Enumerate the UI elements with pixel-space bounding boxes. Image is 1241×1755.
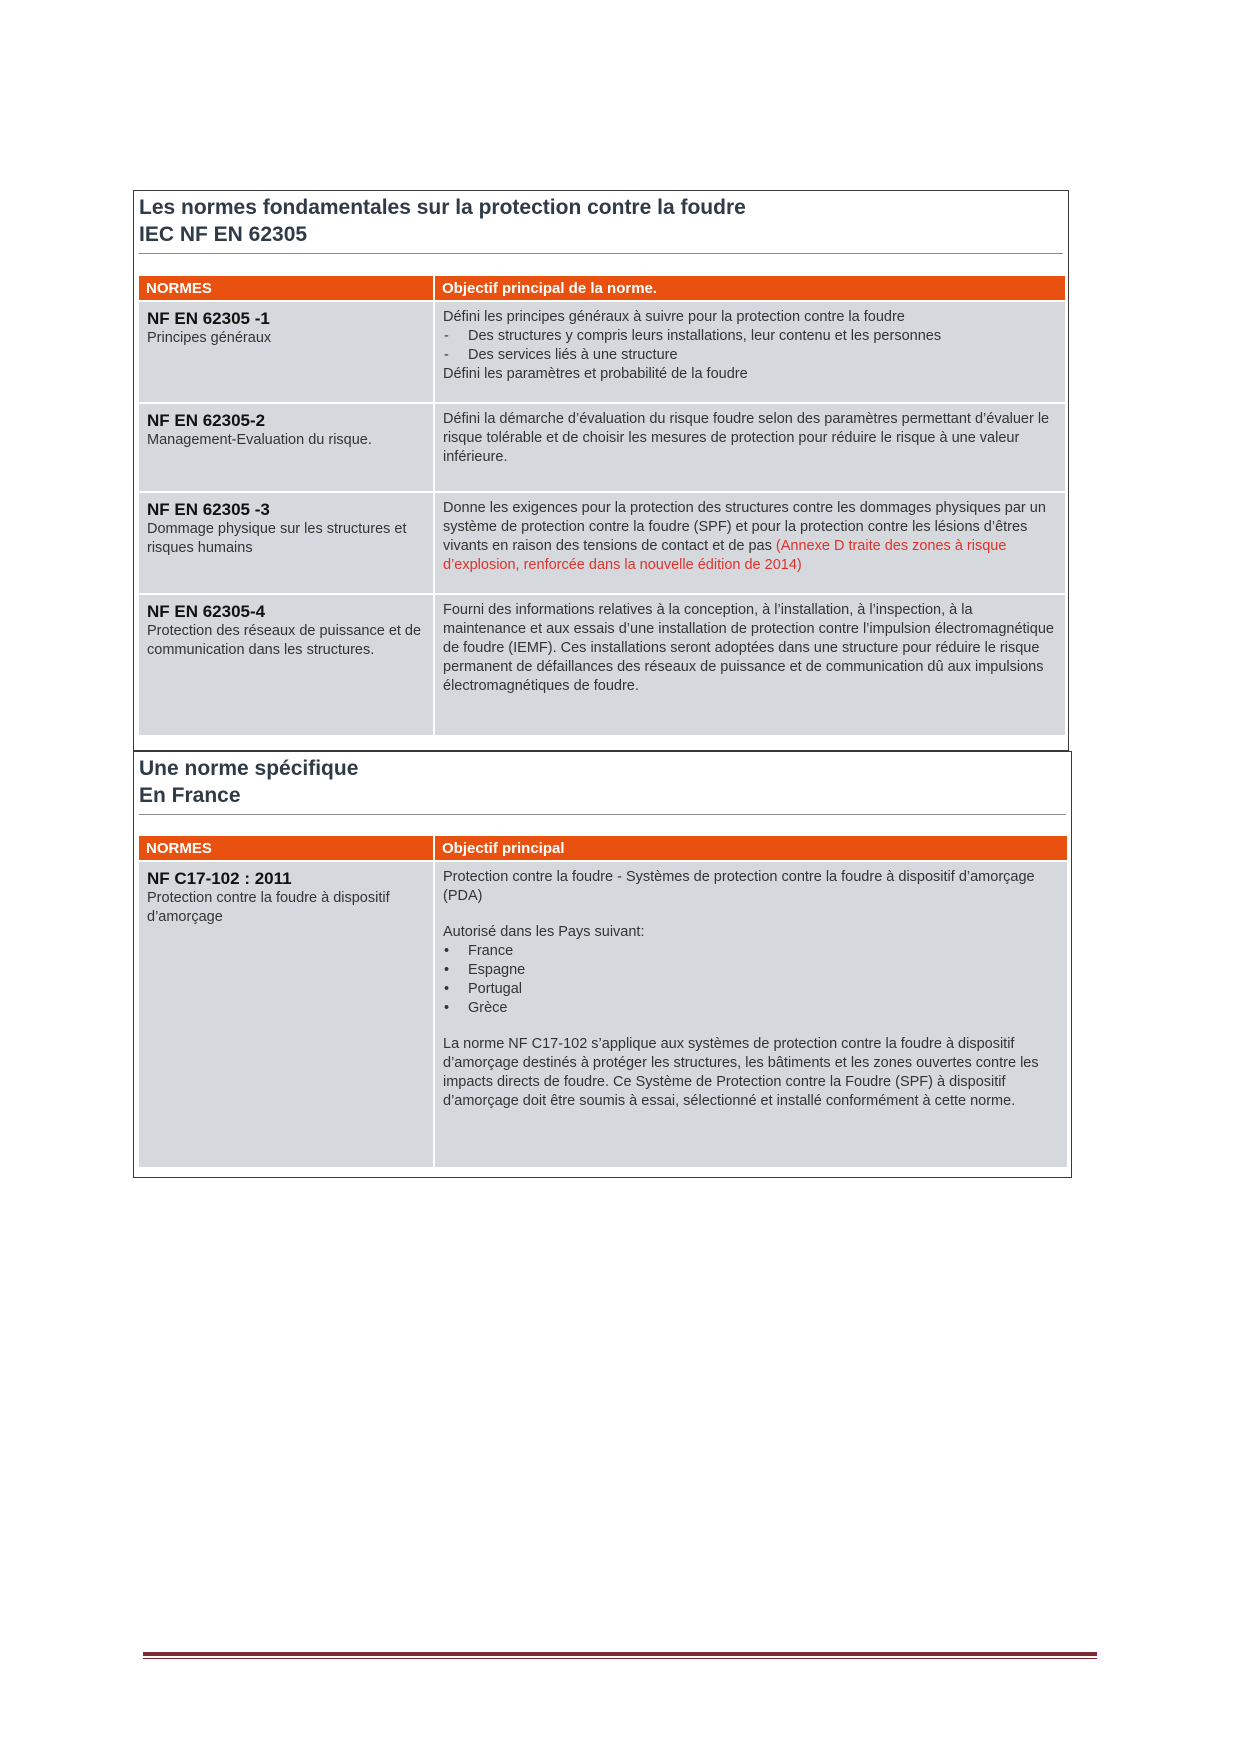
objective-cell	[435, 595, 1065, 735]
objective-text: Fourni des informations relatives à la conception, à l’installation, à l’inspection, à la maintenance et aux essais d’une installation de protection contre l’impulsion électromagnétique de foudre (IEMF). Ces installations seront adoptées dans une structure pour réduire le risque permanent de défaillances des réseaux de puissance et de communication dû aux impulsions électromagnétiques de foudre.	[443, 602, 1054, 694]
objective-cell	[435, 493, 1065, 593]
norm-cell	[139, 862, 433, 1167]
section-iec-divider	[139, 253, 1063, 254]
col-header-objective: Objectif principal	[435, 836, 1067, 860]
objective-paragraph: La norme NF C17-102 s’applique aux systèmes de protection contre la foudre à dispositif d’amorçage destinés à protéger les structures, les bâtiments et les zones ouvertes contre les impacts directs de foudre. Ce Système de Protection contre la Foudre (SPF) à dispositif d’amorçage doit être soumis à essai, sélectionné et installé conformément à cette norme.	[443, 1036, 1039, 1109]
objective-annex-note: (Annexe D traite des zones à risque d’explosion, renforcée dans la nouvelle édition de 2014)	[443, 538, 1007, 573]
list-item: • Grèce	[443, 999, 1059, 1018]
table-header-row	[139, 276, 1065, 300]
section-iec-title	[134, 191, 1068, 248]
norm-cell	[139, 302, 433, 402]
norm-name: Management-Evaluation du risque.	[147, 432, 372, 448]
objective-text: Donne les exigences pour la protection des structures contre les dommages physiques par un système de protection contre la foudre (SPF) et pour la protection contre les lésions d’êtres vivants en raison des tensions de contact et de pas	[443, 500, 1046, 554]
norm-cell	[139, 595, 433, 735]
table-header-row	[139, 836, 1067, 860]
norm-cell	[139, 404, 433, 491]
table-row	[139, 302, 1065, 402]
section-france-panel	[133, 751, 1072, 1178]
objective-text: Défini la démarche d’évaluation du risque foudre selon des paramètres permettant d’évaluer le risque tolérable et de choisir les mesures de protection pour réduire le risque à une valeur inférieure.	[443, 411, 1050, 465]
table-row	[139, 404, 1065, 491]
objective-intro: Protection contre la foudre - Systèmes de protection contre la foudre à dispositif d’amorçage (PDA)	[443, 869, 1035, 904]
section-france-title	[134, 752, 1071, 809]
norm-code: NF EN 62305-4	[147, 602, 266, 621]
norm-code: NF C17-102 : 2011	[147, 869, 292, 888]
objective-cell	[435, 404, 1065, 491]
section-france-title-line1: Une norme spécifique	[139, 757, 359, 780]
objective-intro: Défini les principes généraux à suivre pour la protection contre la foudre	[443, 309, 905, 325]
footer-rule	[143, 1652, 1097, 1656]
norm-code: NF EN 62305 -3	[147, 500, 270, 519]
table-row	[139, 862, 1067, 1167]
list-item: • France	[443, 942, 1059, 961]
countries-label: Autorisé dans les Pays suivant:	[443, 924, 645, 940]
norm-name: Dommage physique sur les structures et risques humains	[147, 521, 407, 556]
objective-outro: Défini les paramètres et probabilité de la foudre	[443, 366, 748, 382]
table-row	[139, 595, 1065, 735]
countries-list	[443, 942, 1059, 1018]
section-france-title-line2: En France	[139, 784, 241, 807]
norm-name: Principes généraux	[147, 330, 272, 346]
list-item: - Des services liés à une structure	[443, 346, 1057, 365]
section-iec-title-line2: IEC NF EN 62305	[139, 223, 308, 246]
france-norms-table	[137, 834, 1069, 1169]
norm-name: Protection des réseaux de puissance et de communication dans les structures.	[147, 623, 422, 658]
footer-rule-thin	[143, 1658, 1097, 1659]
table-row	[139, 493, 1065, 593]
norm-code: NF EN 62305-2	[147, 411, 266, 430]
col-header-norms: NORMES	[139, 276, 433, 300]
list-item: • Espagne	[443, 961, 1059, 980]
col-header-norms: NORMES	[139, 836, 433, 860]
iec-norms-table	[137, 274, 1067, 737]
list-item: • Portugal	[443, 980, 1059, 999]
norm-name: Protection contre la foudre à dispositif d’amorçage	[147, 890, 390, 925]
objective-list	[443, 327, 1057, 365]
objective-cell	[435, 862, 1067, 1167]
norm-code: NF EN 62305 -1	[147, 309, 270, 328]
section-iec-title-line1: Les normes fondamentales sur la protection contre la foudre	[139, 196, 746, 219]
section-iec-panel	[133, 190, 1069, 751]
list-item: - Des structures y compris leurs installations, leur contenu et les personnes	[443, 327, 1057, 346]
section-france-divider	[139, 814, 1066, 815]
objective-cell	[435, 302, 1065, 402]
col-header-objective: Objectif principal de la norme.	[435, 276, 1065, 300]
norm-cell	[139, 493, 433, 593]
